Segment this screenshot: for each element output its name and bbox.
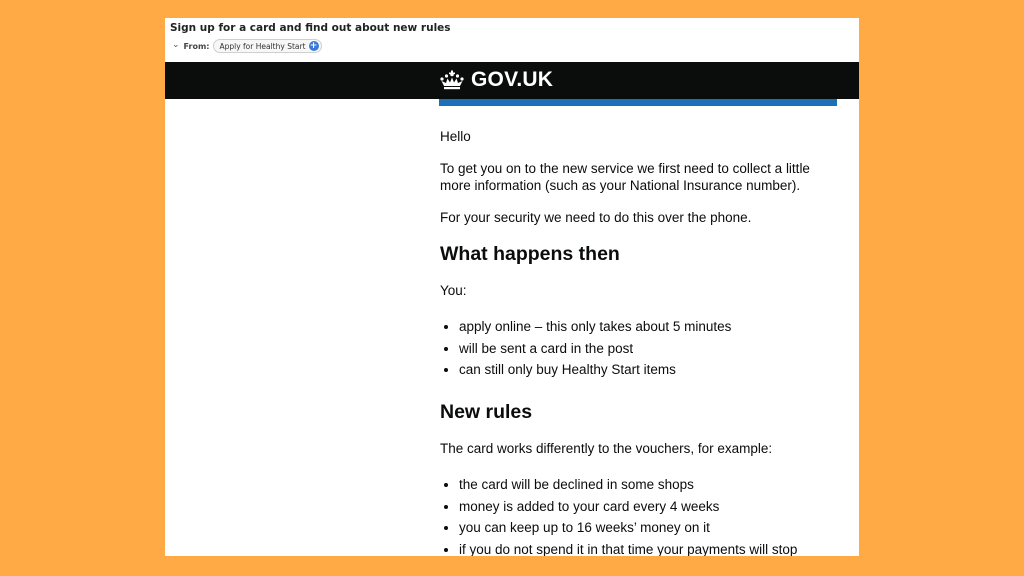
add-contact-icon[interactable]: + bbox=[309, 41, 318, 51]
govuk-brand bbox=[439, 68, 553, 92]
section1-lead: You: bbox=[440, 283, 467, 298]
sender-chip[interactable] bbox=[213, 39, 321, 53]
steps-list bbox=[440, 318, 840, 378]
list-item: • can still only buy Healthy Start items bbox=[459, 361, 840, 378]
list-item: • apply online – this only takes about 5 minutes bbox=[459, 318, 840, 335]
from-row bbox=[172, 39, 322, 53]
rules-list bbox=[440, 476, 840, 556]
govuk-header-bar bbox=[165, 62, 859, 99]
security-paragraph: For your security we need to do this over the phone. bbox=[440, 210, 752, 225]
email-body bbox=[440, 128, 840, 556]
sender-name: Apply for Healthy Start bbox=[219, 41, 306, 51]
from-label: From: bbox=[183, 41, 210, 51]
section-heading-new-rules: New rules bbox=[440, 401, 533, 423]
intro-paragraph: To get you on to the new service we first need to collect a little more information (such as your National Insurance number). bbox=[440, 161, 810, 193]
greeting: Hello bbox=[440, 129, 471, 144]
email-subject: Sign up for a card and find out about new rules bbox=[170, 22, 451, 34]
email-window bbox=[165, 18, 859, 556]
crown-icon bbox=[439, 70, 465, 90]
blue-accent-strip bbox=[439, 99, 837, 106]
chevron-down-icon[interactable]: ⌄ bbox=[172, 39, 180, 50]
list-item: • will be sent a card in the post bbox=[459, 340, 840, 357]
list-item: • money is added to your card every 4 weeks bbox=[459, 498, 840, 515]
section-heading-what-happens: What happens then bbox=[440, 243, 620, 265]
list-item: • if you do not spend it in that time your payments will stop bbox=[459, 541, 840, 557]
list-item: • the card will be declined in some shops bbox=[459, 476, 840, 493]
section2-lead: The card works differently to the vouchers, for example: bbox=[440, 441, 773, 456]
list-item: • you can keep up to 16 weeks’ money on it bbox=[459, 519, 840, 536]
govuk-logotype[interactable]: GOV.UK bbox=[471, 68, 554, 91]
email-header bbox=[165, 18, 859, 62]
